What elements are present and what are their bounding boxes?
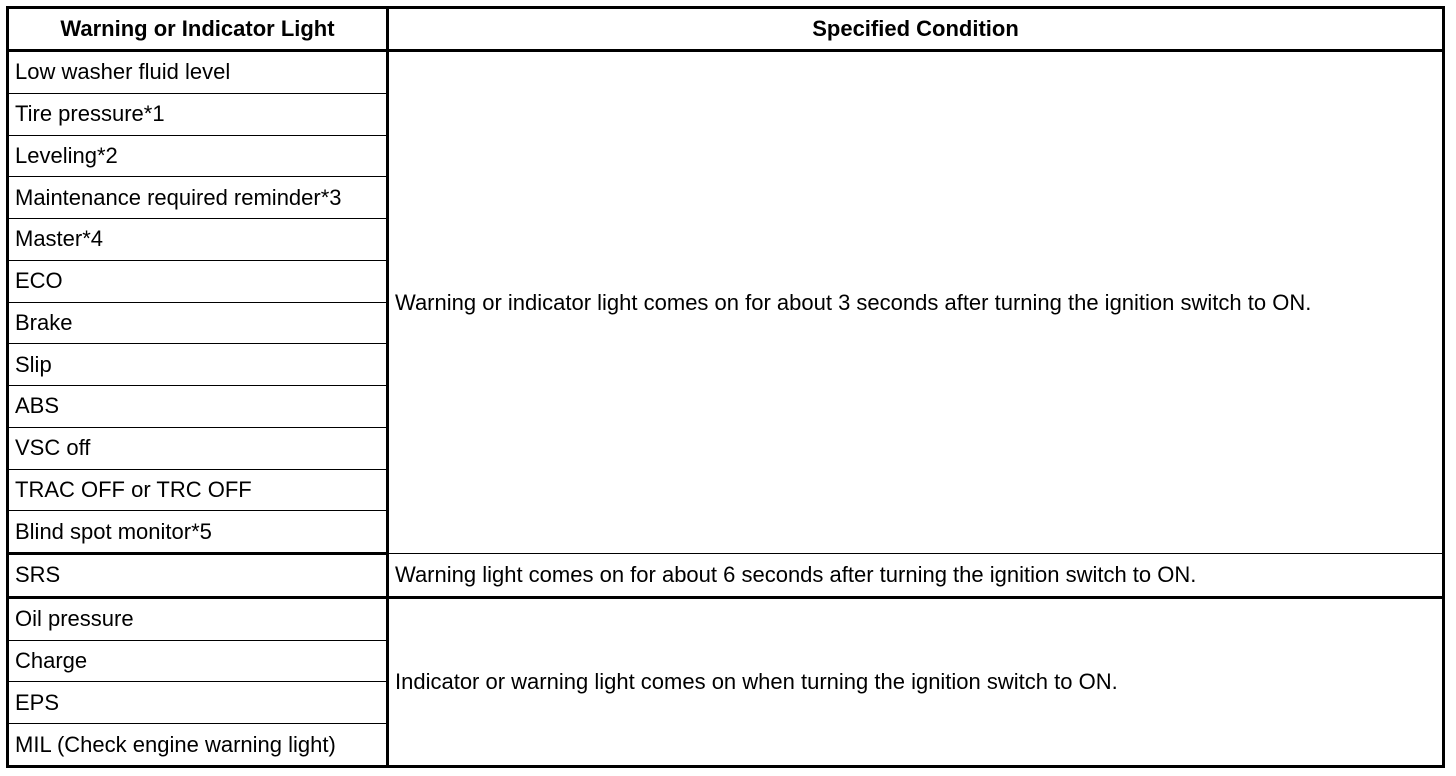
light-cell: Low washer fluid level	[8, 51, 388, 94]
light-cell: EPS	[8, 682, 388, 724]
light-cell: Oil pressure	[8, 597, 388, 640]
table-row	[8, 597, 1444, 640]
light-cell: SRS	[8, 554, 388, 598]
light-cell: Maintenance required reminder*3	[8, 177, 388, 219]
condition-cell: Warning light comes on for about 6 seconds after turning the ignition switch to ON.	[388, 554, 1444, 598]
light-cell: Charge	[8, 640, 388, 682]
light-cell: ECO	[8, 260, 388, 302]
header-condition: Specified Condition	[388, 8, 1444, 51]
light-cell: VSC off	[8, 427, 388, 469]
table-row	[8, 554, 1444, 598]
light-cell: Slip	[8, 344, 388, 386]
warning-light-table-container	[6, 6, 1442, 768]
condition-cell: Warning or indicator light comes on for about 3 seconds after turning the ignition switch to ON.	[388, 51, 1444, 554]
light-cell: Brake	[8, 302, 388, 344]
table-header-row	[8, 8, 1444, 51]
light-cell: Leveling*2	[8, 135, 388, 177]
light-cell: Tire pressure*1	[8, 93, 388, 135]
light-cell: ABS	[8, 386, 388, 428]
table-row	[8, 51, 1444, 94]
light-cell: TRAC OFF or TRC OFF	[8, 469, 388, 511]
light-cell: MIL (Check engine warning light)	[8, 724, 388, 767]
condition-cell: Indicator or warning light comes on when turning the ignition switch to ON.	[388, 597, 1444, 766]
warning-light-table	[6, 6, 1445, 768]
header-light: Warning or Indicator Light	[8, 8, 388, 51]
light-cell: Master*4	[8, 219, 388, 261]
light-cell: Blind spot monitor*5	[8, 511, 388, 554]
